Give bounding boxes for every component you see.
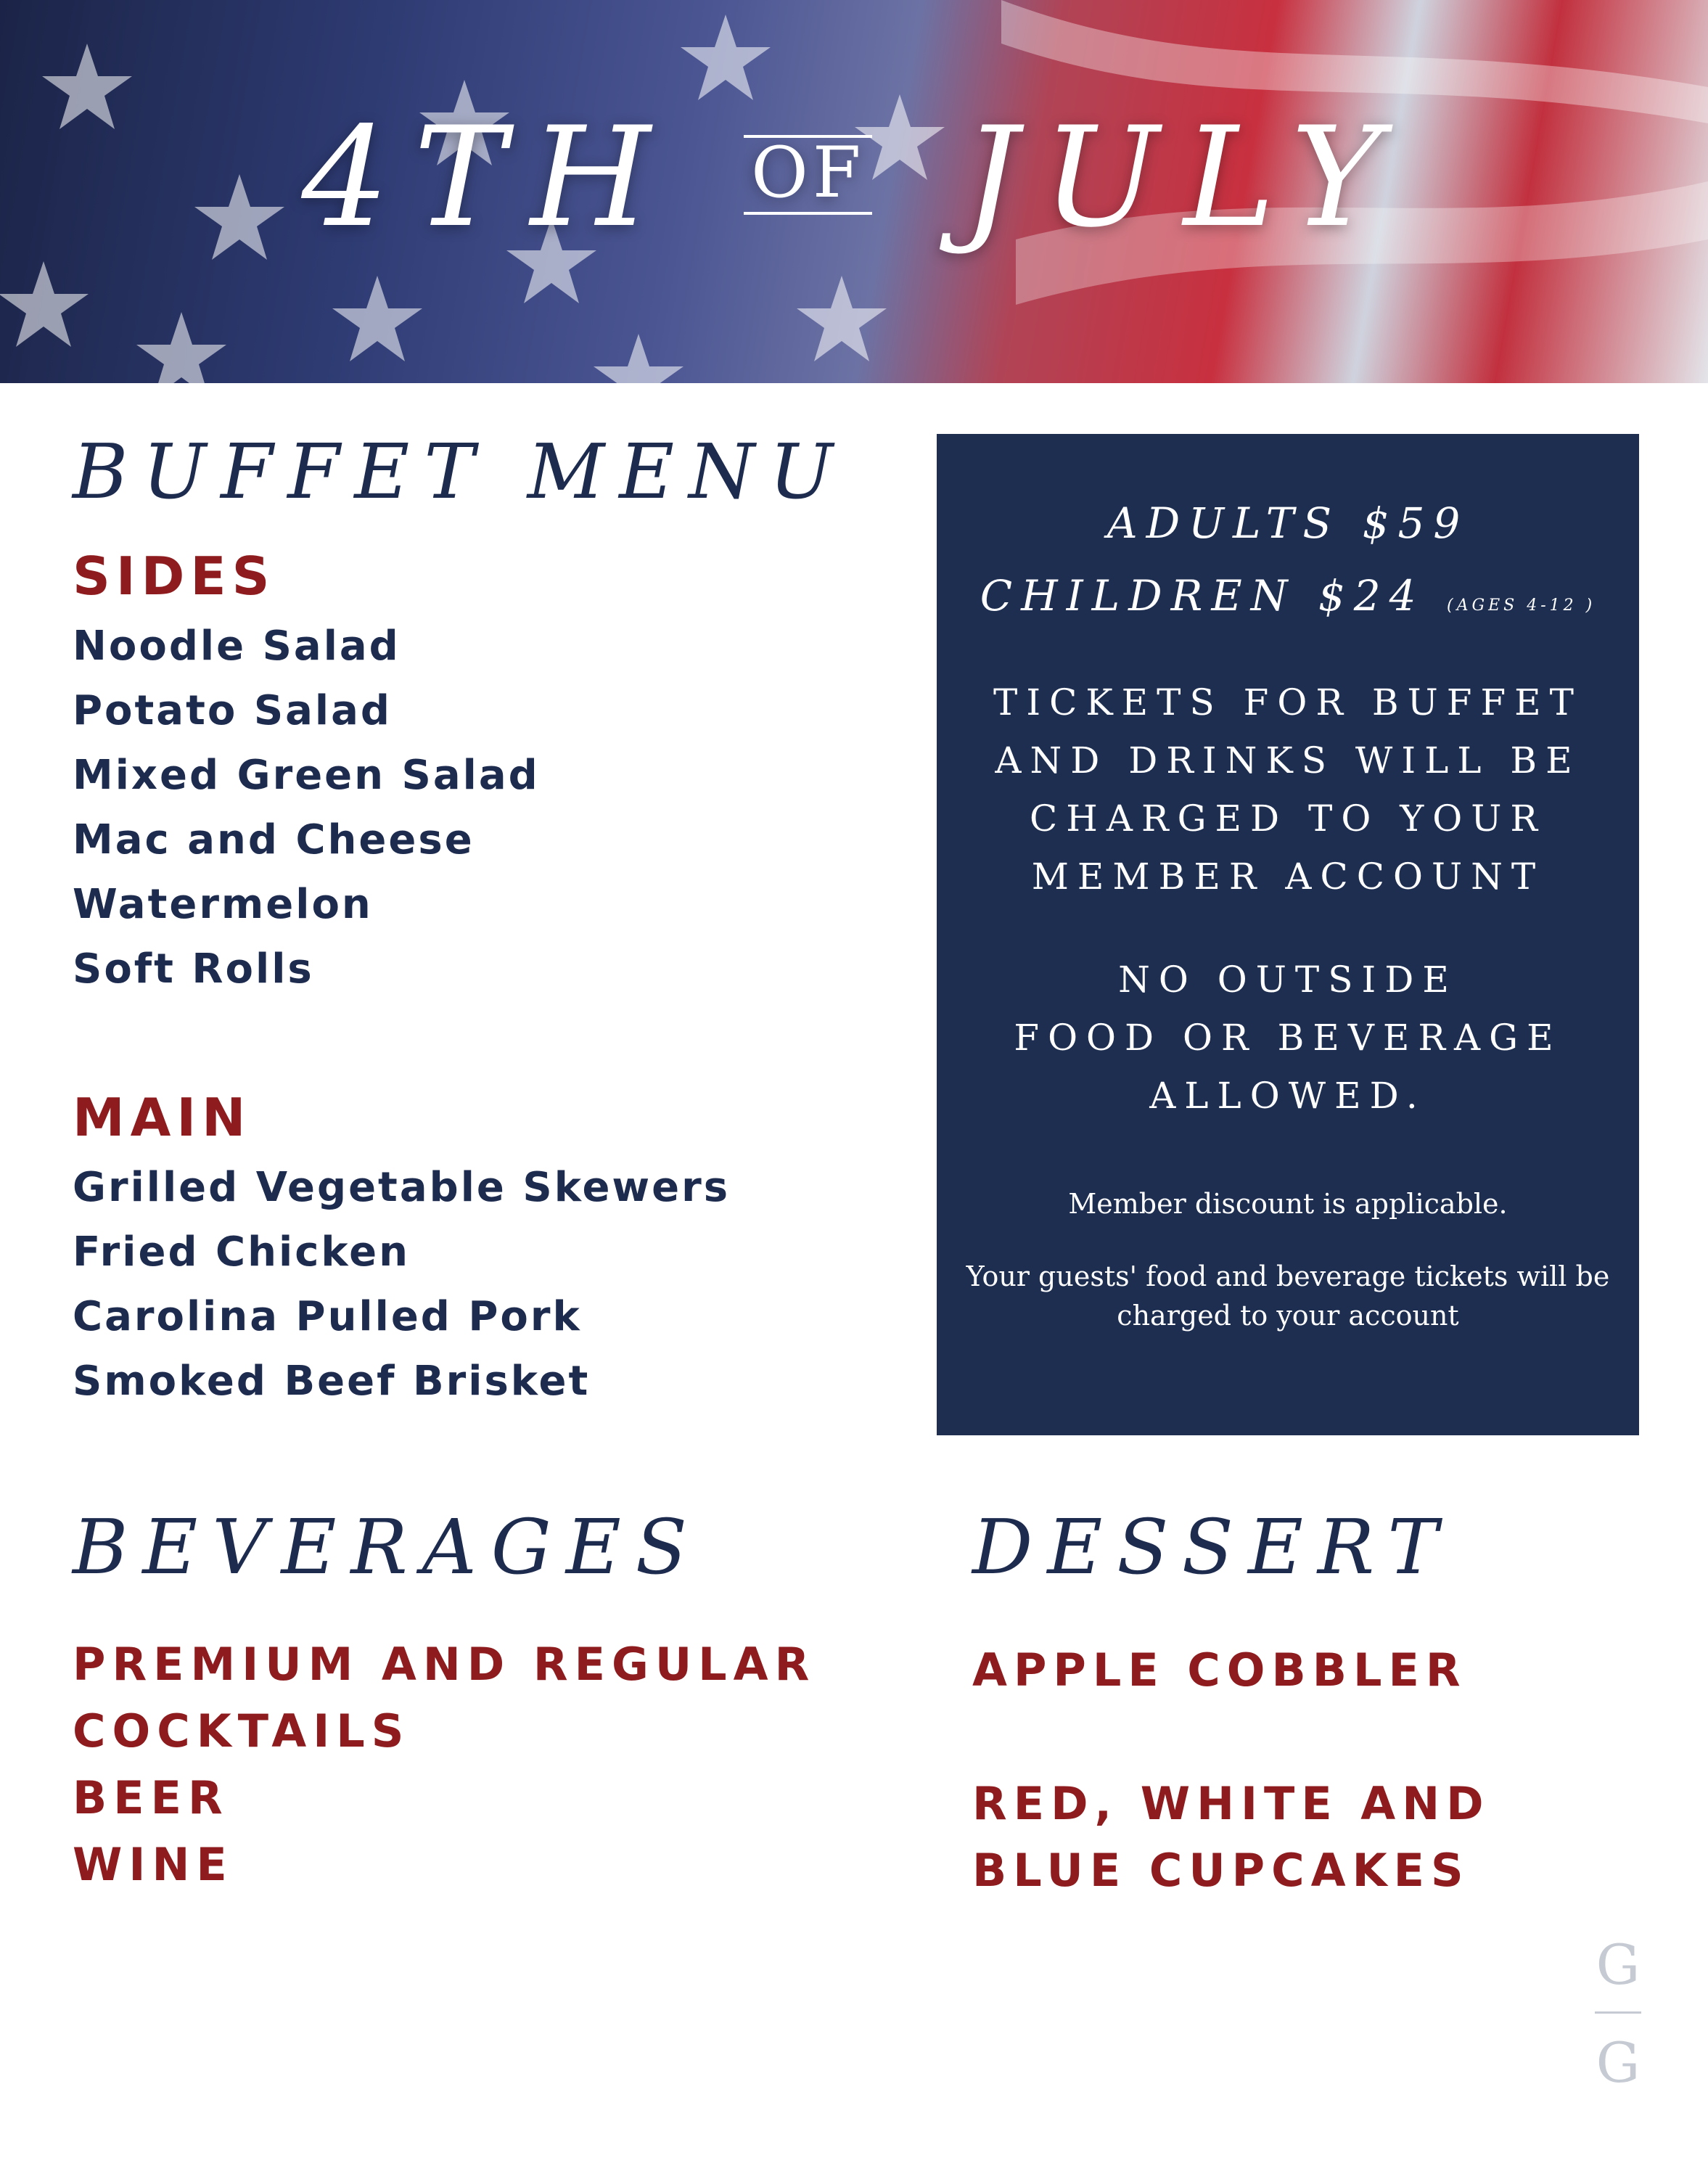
list-item: BLUE CUPCAKES — [972, 1844, 1470, 1897]
beverages-heading: BEVERAGES — [73, 1503, 702, 1591]
outside-food-notice — [937, 951, 1639, 1125]
list-item: Grilled Vegetable Skewers — [73, 1164, 731, 1211]
sides-heading: SIDES — [73, 546, 276, 607]
banner-title-of: OF — [744, 135, 872, 215]
list-item: BEER — [73, 1771, 229, 1824]
buffet-menu-heading: BUFFET MENU — [73, 427, 847, 516]
guests-note — [937, 1257, 1639, 1335]
banner-title-4th: 4TH — [301, 97, 676, 258]
tickets-line: CHARGED TO YOUR — [1029, 797, 1547, 840]
list-item: APPLE COBBLER — [972, 1644, 1467, 1697]
tickets-line: MEMBER ACCOUNT — [1031, 856, 1545, 898]
flag-banner — [0, 0, 1708, 383]
tickets-notice — [937, 673, 1639, 906]
adults-price: ADULTS $59 — [1106, 499, 1469, 548]
list-item: Potato Salad — [73, 687, 393, 734]
gg-monogram-logo — [1589, 1932, 1647, 2095]
outside-line: FOOD OR BEVERAGE — [1014, 1017, 1562, 1059]
guests-line: Your guests' food and beverage tickets will be — [966, 1260, 1610, 1292]
tickets-line: TICKETS FOR BUFFET — [993, 681, 1583, 723]
outside-line: ALLOWED. — [1149, 1075, 1426, 1117]
beverages-list — [73, 1631, 816, 1898]
children-ages: (AGES 4-12 ) — [1447, 596, 1596, 615]
monogram-divider — [1595, 2011, 1641, 2014]
list-item: PREMIUM AND REGULAR — [73, 1638, 816, 1691]
guests-line: charged to your account — [1117, 1300, 1459, 1332]
monogram-bottom: G — [1596, 2030, 1641, 2095]
dessert-heading: DESSERT — [972, 1503, 1453, 1591]
member-discount-note: Member discount is applicable. — [1068, 1188, 1508, 1220]
list-item: Fried Chicken — [73, 1228, 410, 1276]
list-item: RED, WHITE AND — [972, 1777, 1490, 1830]
main-heading: MAIN — [73, 1087, 252, 1148]
list-item: Noodle Salad — [73, 623, 401, 670]
main-list — [73, 1155, 730, 1414]
children-price-text: CHILDREN $24 — [980, 571, 1425, 620]
banner-title-july: JULY — [962, 97, 1407, 258]
sides-list — [73, 614, 540, 1001]
pricing-info-box — [937, 434, 1639, 1435]
children-price — [937, 571, 1639, 620]
list-item: Watermelon — [73, 881, 373, 928]
list-item: COCKTAILS — [73, 1705, 411, 1757]
dessert-list — [972, 1637, 1490, 1904]
list-item: Carolina Pulled Pork — [73, 1293, 582, 1340]
tickets-line: AND DRINKS WILL BE — [995, 739, 1581, 782]
outside-line: NO OUTSIDE — [1118, 959, 1458, 1001]
list-item: Mixed Green Salad — [73, 752, 540, 799]
monogram-top: G — [1596, 1932, 1641, 1997]
list-item: Mac and Cheese — [73, 816, 475, 864]
banner-title — [0, 97, 1708, 258]
list-item: WINE — [73, 1838, 234, 1891]
list-item: Smoked Beef Brisket — [73, 1358, 591, 1405]
list-item: Soft Rolls — [73, 946, 314, 993]
